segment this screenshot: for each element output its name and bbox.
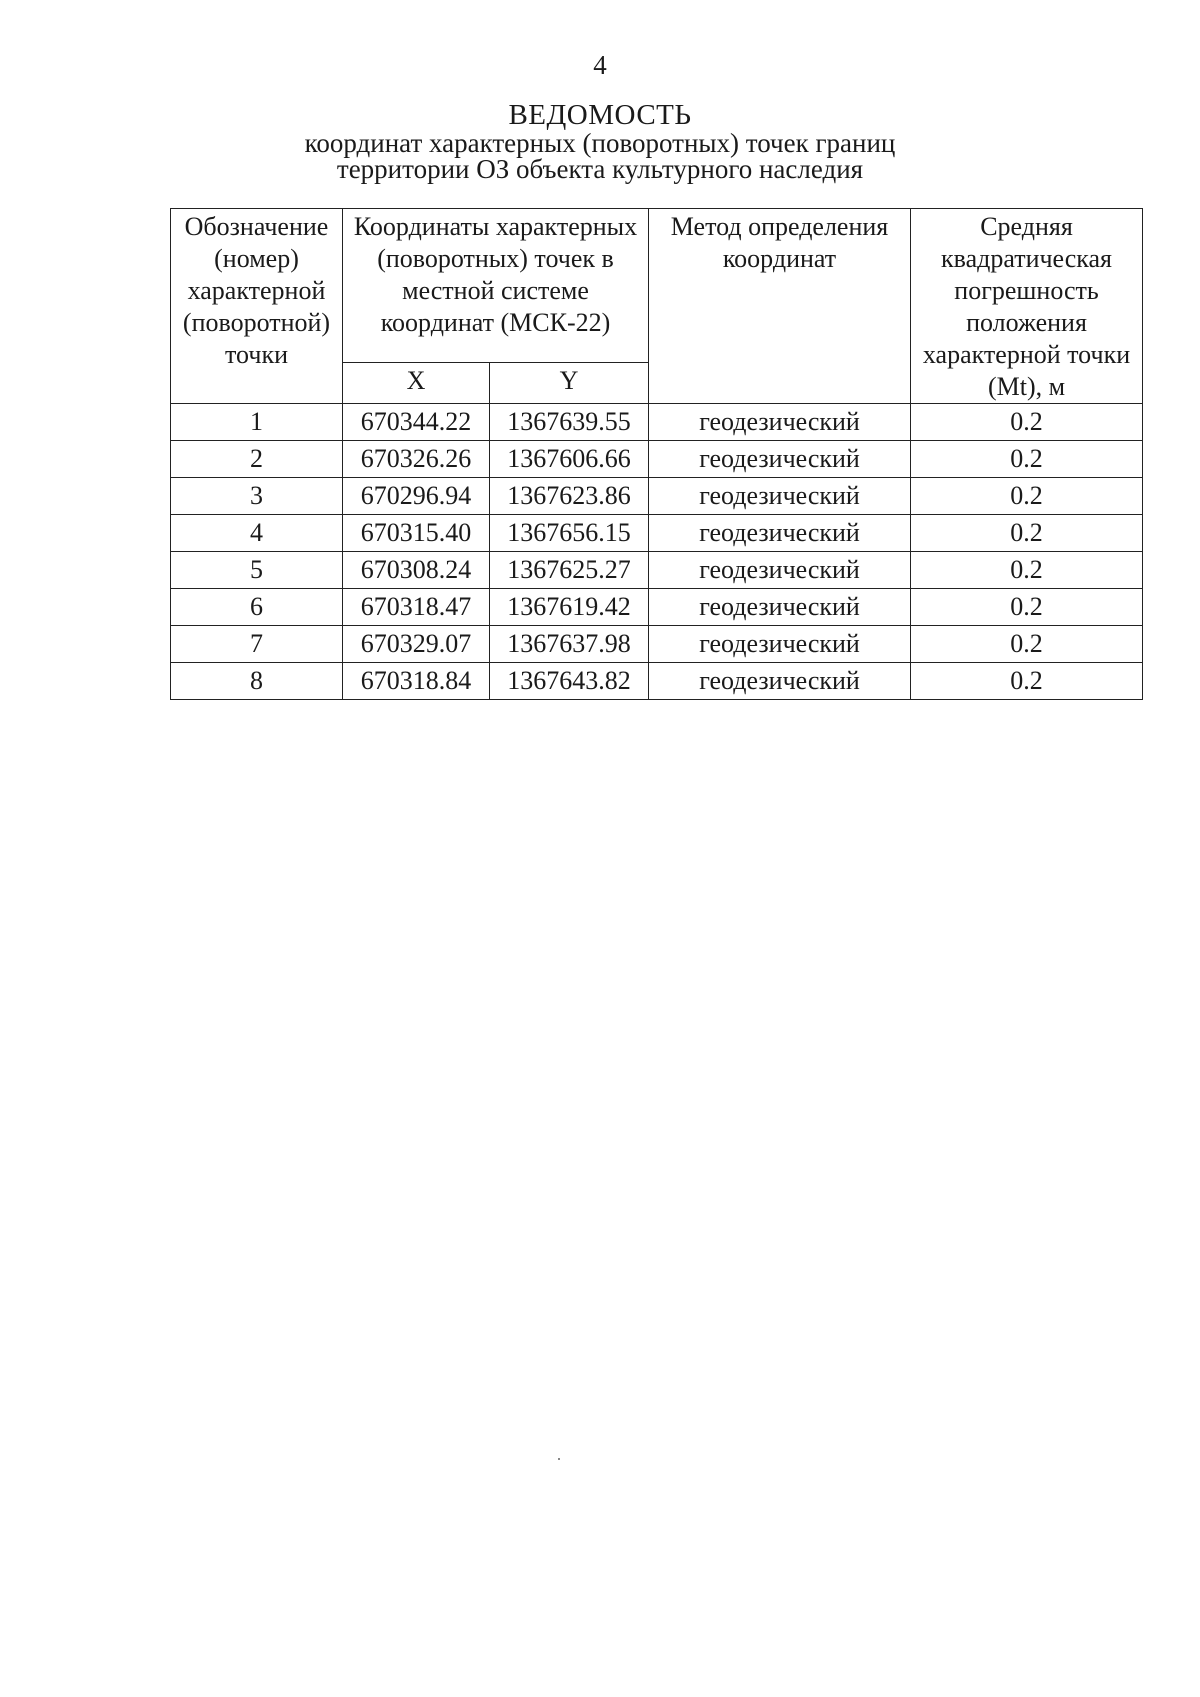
cell-method: геодезический (649, 404, 911, 441)
cell-x: 670318.84 (343, 663, 490, 700)
table-body (171, 404, 1143, 700)
cell-x: 670318.47 (343, 589, 490, 626)
cell-point-number: 8 (171, 663, 343, 700)
table-header (171, 209, 1143, 404)
cell-x: 670308.24 (343, 552, 490, 589)
cell-point-number: 7 (171, 626, 343, 663)
coordinates-table-container (170, 208, 1142, 700)
scan-speck (558, 1458, 560, 1460)
cell-method: геодезический (649, 552, 911, 589)
cell-method: геодезический (649, 626, 911, 663)
document-title: ВЕДОМОСТЬ (508, 99, 692, 131)
page-number: 4 (593, 50, 607, 80)
cell-error: 0.2 (911, 552, 1143, 589)
cell-y: 1367656.15 (490, 515, 649, 552)
table-row (171, 663, 1143, 700)
cell-point-number: 5 (171, 552, 343, 589)
cell-point-number: 4 (171, 515, 343, 552)
cell-y: 1367619.42 (490, 589, 649, 626)
cell-y: 1367639.55 (490, 404, 649, 441)
table-row (171, 626, 1143, 663)
cell-point-number: 2 (171, 441, 343, 478)
table-row (171, 552, 1143, 589)
header-error: Средняя квадратическая погрешность положения характерной точки (Mt), м (911, 209, 1143, 404)
cell-point-number: 6 (171, 589, 343, 626)
cell-method: геодезический (649, 663, 911, 700)
cell-error: 0.2 (911, 589, 1143, 626)
table-row (171, 515, 1143, 552)
cell-error: 0.2 (911, 404, 1143, 441)
table-row (171, 441, 1143, 478)
coordinates-table (170, 208, 1143, 700)
table-row (171, 478, 1143, 515)
document-subtitle-line-2: территории ОЗ объекта культурного наследия (336, 154, 864, 184)
cell-point-number: 3 (171, 478, 343, 515)
header-x: X (343, 362, 490, 403)
cell-point-number: 1 (171, 404, 343, 441)
header-y: Y (490, 362, 649, 403)
cell-y: 1367643.82 (490, 663, 649, 700)
cell-x: 670296.94 (343, 478, 490, 515)
cell-method: геодезический (649, 515, 911, 552)
cell-error: 0.2 (911, 663, 1143, 700)
cell-x: 670329.07 (343, 626, 490, 663)
cell-y: 1367637.98 (490, 626, 649, 663)
document-subtitle-line-1: координат характерных (поворотных) точек границ (304, 128, 896, 158)
cell-x: 670315.40 (343, 515, 490, 552)
header-point-number: Обозначение (номер) характерной (поворотной) точки (171, 209, 343, 404)
cell-error: 0.2 (911, 626, 1143, 663)
header-coordinates: Координаты характерных (поворотных) точек в местной системе координат (МСК-22) (343, 209, 649, 363)
cell-y: 1367606.66 (490, 441, 649, 478)
cell-method: геодезический (649, 441, 911, 478)
table-row (171, 404, 1143, 441)
cell-method: геодезический (649, 478, 911, 515)
cell-x: 670326.26 (343, 441, 490, 478)
cell-error: 0.2 (911, 478, 1143, 515)
header-method: Метод определения координат (649, 209, 911, 404)
cell-x: 670344.22 (343, 404, 490, 441)
cell-y: 1367625.27 (490, 552, 649, 589)
table-row (171, 589, 1143, 626)
cell-error: 0.2 (911, 441, 1143, 478)
document-header (0, 100, 1200, 182)
cell-error: 0.2 (911, 515, 1143, 552)
cell-y: 1367623.86 (490, 478, 649, 515)
cell-method: геодезический (649, 589, 911, 626)
